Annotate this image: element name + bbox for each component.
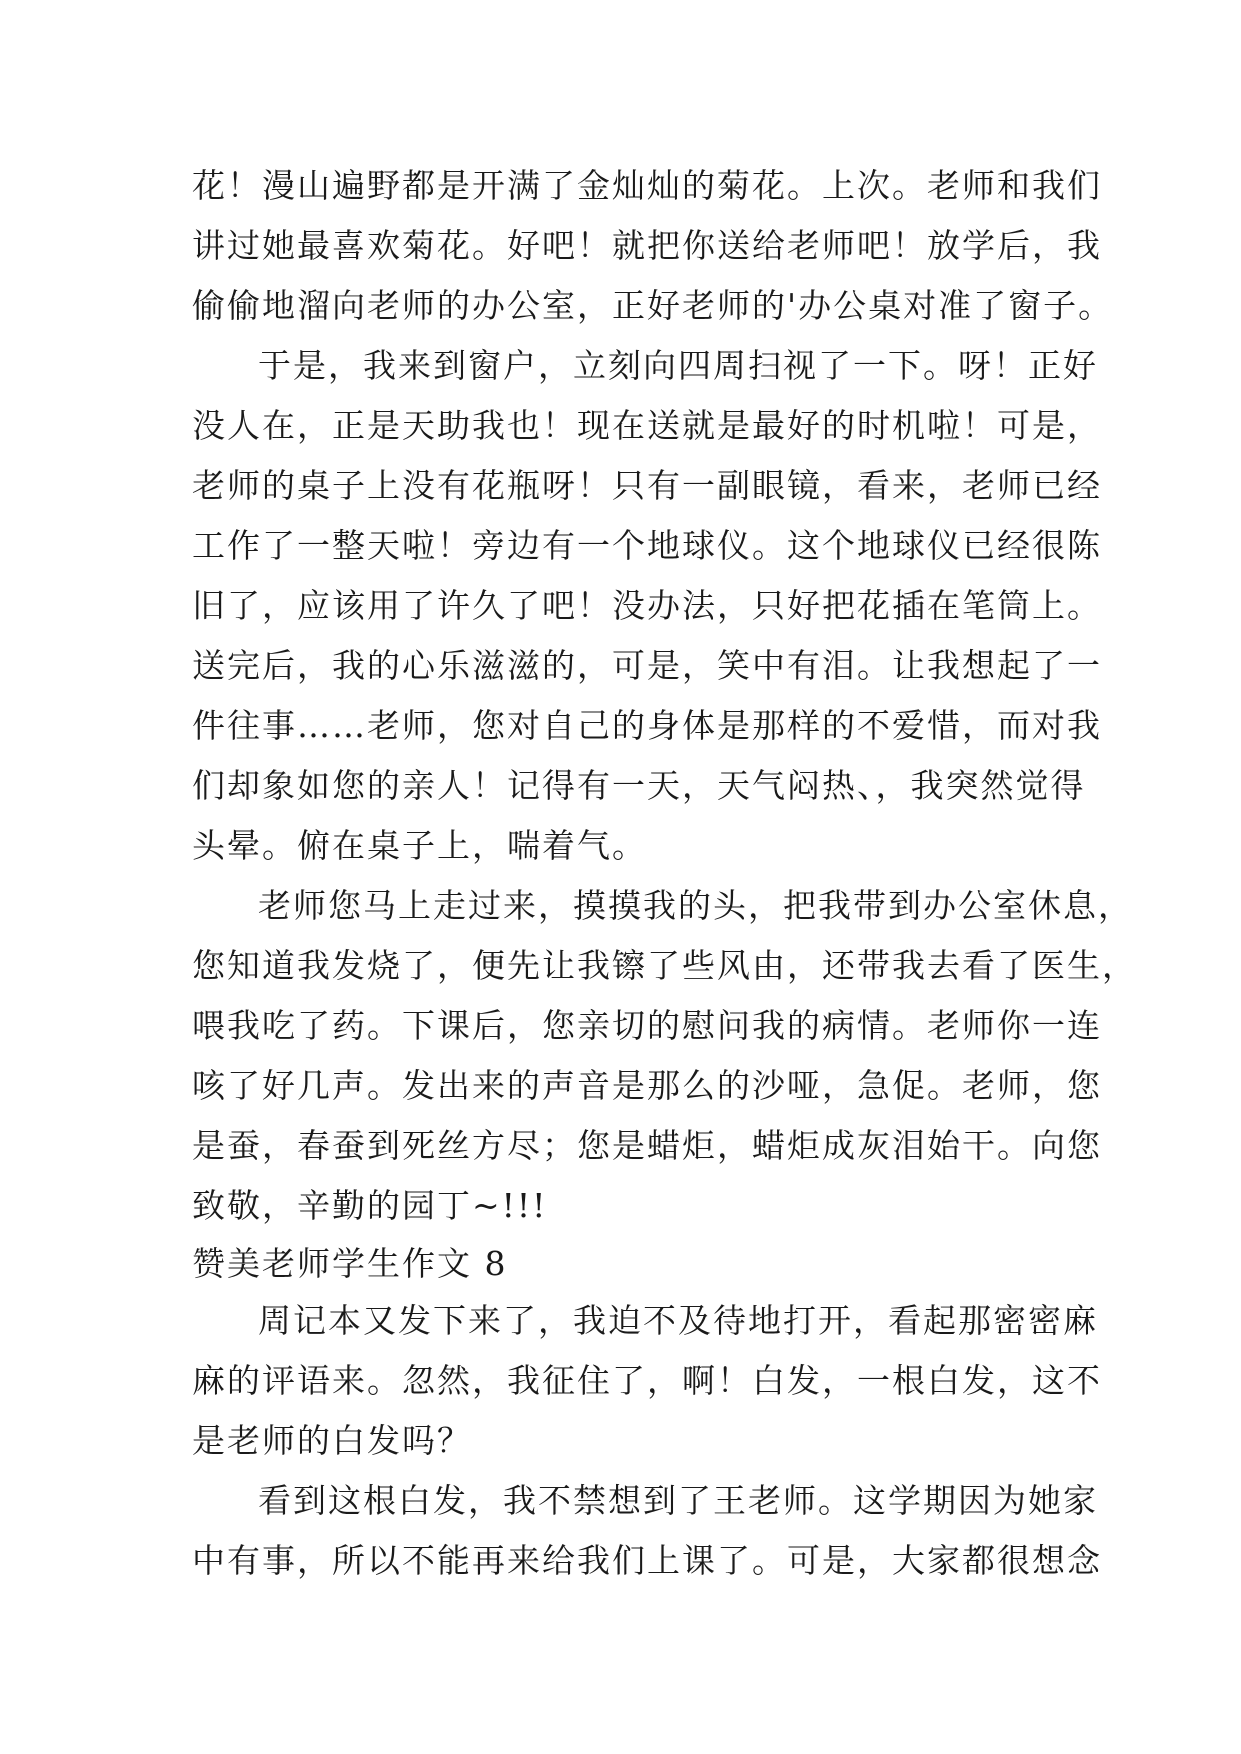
text-line: 咳了好几声。发出来的声音是那么的沙哑，急促。老师，您 [192,1066,1102,1105]
text-line: 没人在，正是天助我也！现在送就是最好的时机啦！可是， [192,406,1102,445]
text-line: 送完后，我的心乐滋滋的，可是，笑中有泪。让我想起了一 [192,646,1102,685]
text-line: 偷偷地溜向老师的办公室，正好老师的'办公桌对准了窗子。 [192,286,1114,325]
text-line: 于是，我来到窗户，立刻向四周扫视了一下。呀！正好 [258,346,1098,385]
text-line: 老师您马上走过来，摸摸我的头，把我带到办公室休息， [258,886,1133,925]
text-line: 花！漫山遍野都是开满了金灿灿的菊花。上次。老师和我们 [192,166,1102,205]
text-line: 们却象如您的亲人！记得有一天，天气闷热、，我突然觉得 [192,766,1086,805]
text-line: 是蚕，春蚕到死丝方尽；您是蜡炬，蜡炬成灰泪始干。向您 [192,1126,1102,1165]
text-line: 周记本又发下来了，我迫不及待地打开，看起那密密麻 [258,1301,1098,1340]
text-line: 讲过她最喜欢菊花。好吧！就把你送给老师吧！放学后，我 [192,226,1102,265]
text-line: 旧了，应该用了许久了吧！没办法，只好把花插在笔筒上。 [192,586,1102,625]
text-line: 喂我吃了药。下课后，您亲切的慰问我的病情。老师你一连 [192,1006,1102,1045]
section-heading: 赞美老师学生作文 8 [192,1244,508,1283]
text-line: 麻的评语来。忽然，我征住了，啊！白发，一根白发，这不 [192,1361,1102,1400]
text-line: 致敬，辛勤的园丁~!!! [192,1186,548,1225]
document-body [192,156,1137,1591]
text-line: 件往事……老师，您对自己的身体是那样的不爱惜，而对我 [192,706,1102,745]
text-line: 您知道我发烧了，便先让我镲了些风由，还带我去看了医生， [192,946,1137,985]
text-line: 是老师的白发吗？ [192,1421,472,1460]
text-line: 老师的桌子上没有花瓶呀！只有一副眼镜，看来，老师已经 [192,466,1102,505]
text-line: 头晕。俯在桌子上，喘着气。 [192,826,647,865]
text-line: 看到这根白发，我不禁想到了王老师。这学期因为她家 [258,1481,1098,1520]
text-line: 工作了一整天啦！旁边有一个地球仪。这个地球仪已经很陈 [192,526,1102,565]
text-line: 中有事，所以不能再来给我们上课了。可是，大家都很想念 [192,1541,1102,1580]
